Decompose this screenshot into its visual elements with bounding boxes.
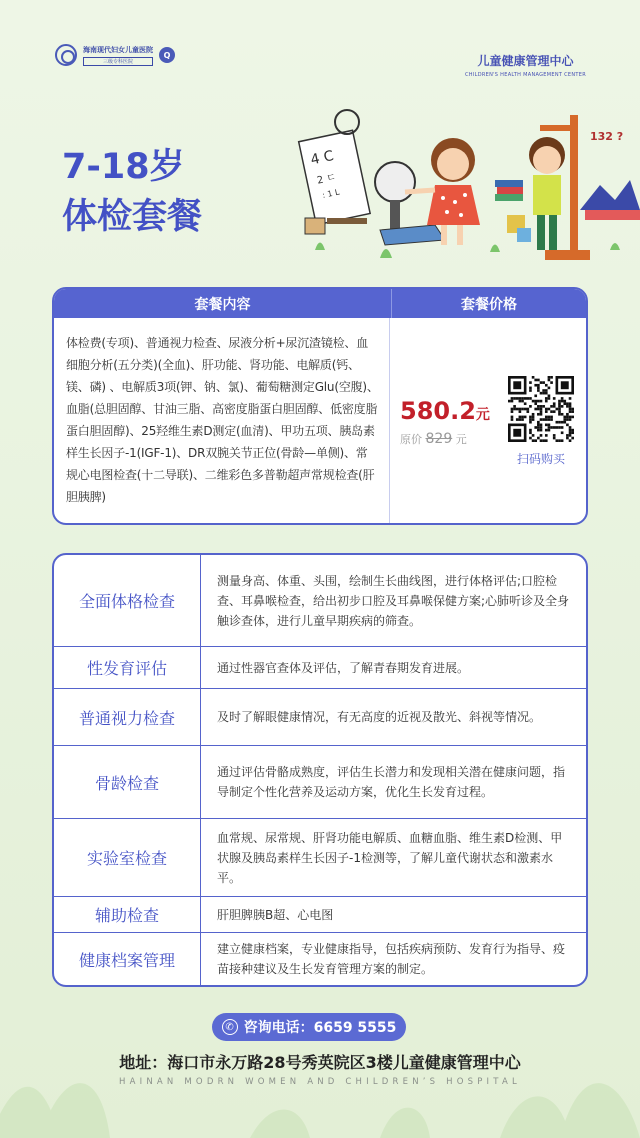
check-item-desc: 血常规、尿常规、肝肾功能电解质、血糖血脂、维生素D检测、甲状腺及胰岛素样生长因子-1检测等，了解儿童代谢状态和激素水平。	[217, 830, 563, 885]
hospital-address: 地址：海口市永万路28号秀英院区3楼儿童健康管理中心	[119, 1053, 521, 1072]
check-item-name: 辅助检查	[54, 897, 201, 932]
check-items-table	[52, 553, 588, 987]
title-age: 7-18岁	[62, 147, 185, 187]
price-current	[400, 397, 492, 425]
table-row	[54, 689, 586, 746]
qr-label: 扫码购买	[516, 452, 565, 466]
check-item-desc: 通过性器官查体及评估，了解青春期发育进展。	[217, 660, 470, 675]
qr-code-icon[interactable]	[508, 376, 574, 442]
package-card	[52, 287, 588, 525]
table-row	[54, 746, 586, 819]
table-row	[54, 647, 586, 689]
center-title-en: CHILDREN'S HEALTH MANAGEMENT CENTER	[465, 72, 586, 78]
price-box	[396, 397, 492, 447]
consult-phone-text: 咨询电话：6659 5555	[243, 1020, 397, 1036]
table-row	[54, 819, 586, 897]
children-checkup-illustration	[285, 100, 640, 280]
books-icon	[495, 180, 531, 242]
package-content-text: 体检费(专项)、普通视力检查、尿液分析+尿沉渣镜检、血细胞分析(五分类)(全血)、肝功能、肾功能、电解质(钙、镁、磷) 、电解质3项(钾、钠、氯)、葡萄糖测定Glu(空腹)、血脂(总胆固醇、甘油三脂、高密度脂蛋白胆固醇、低密度脂蛋白胆固醇)、25羟维生素D测定(血清)、甲功五项、胰岛素样生长因子-1(IGF-1)、DR双腕关节正位(骨龄—单侧)、常规心电图检查(十二导联)、二维彩色多普勒超声常规检查(肝胆胰脾)	[54, 318, 390, 525]
price-original-label: 原价	[400, 432, 422, 446]
hospital-logo	[55, 44, 175, 66]
svg-text:2 ㄷ: 2 ㄷ	[316, 171, 338, 187]
price-current-unit: 元	[475, 406, 490, 423]
package-content-heading: 套餐内容	[54, 289, 392, 318]
check-item-desc: 通过评估骨骼成熟度，评估生长潜力和发现相关潜在健康问题，指导制定个性化营养及运动方案，优化生长发育过程。	[217, 765, 566, 799]
svg-text:4 C: 4 C	[309, 148, 336, 169]
quality-badge-icon: Q	[159, 47, 175, 63]
title-package: 体检套餐	[62, 197, 203, 237]
thought-bubble-text: 132 ?	[590, 130, 624, 143]
check-item-desc: 及时了解眼健康情况，有无高度的近视及散光、斜视等情况。	[217, 710, 542, 724]
qr-purchase[interactable]	[496, 376, 586, 467]
center-title	[465, 52, 586, 78]
check-item-name: 实验室检查	[54, 819, 201, 896]
table-row	[54, 897, 586, 933]
check-item-name: 性发育评估	[54, 647, 201, 688]
table-row	[54, 555, 586, 647]
check-item-name: 骨龄检查	[54, 746, 201, 818]
hospital-emblem-icon	[55, 44, 77, 66]
logo-name: 海南现代妇女儿童医院	[83, 45, 153, 54]
package-price-heading: 套餐价格	[461, 296, 517, 313]
check-item-desc: 肝胆脾胰B超、心电图	[217, 907, 334, 922]
package-header	[54, 289, 586, 318]
check-item-desc: 测量身高、体重、头围，绘制生长曲线图，进行体格评估;口腔检查、耳鼻喉检查，给出初步口腔及耳鼻喉保健方案;心肺听诊及全身触诊查体，进行儿童早期疾病的筛查。	[217, 573, 570, 628]
page-title	[62, 142, 202, 242]
mountain-decoration-icon	[580, 180, 640, 220]
eye-chart-icon	[299, 110, 370, 234]
svg-text:: 1 L: : 1 L	[321, 187, 341, 200]
check-item-desc: 建立健康档案，专业健康指导，包括疾病预防、发育行为指导、疫苗接种建议及生长发育管理方案的制定。	[217, 942, 566, 976]
price-current-value: 580.2	[400, 396, 476, 425]
logo-sub: 三级专科医院	[83, 57, 153, 66]
hospital-english-name: HAINAN MODRN WOMEN AND CHILDREN’S HOSPITAL	[119, 1077, 521, 1087]
check-item-name: 全面体格检查	[54, 555, 201, 646]
price-original-value: 829	[425, 430, 453, 447]
package-price-area	[390, 318, 586, 525]
check-item-name: 健康档案管理	[54, 933, 201, 985]
consult-phone-button[interactable]	[212, 1013, 406, 1041]
center-title-cn: 儿童健康管理中心	[477, 54, 574, 68]
table-row	[54, 933, 586, 985]
boy-character-icon	[529, 137, 565, 250]
price-original-unit: 元	[455, 432, 467, 446]
phone-icon: ✆	[222, 1019, 238, 1035]
price-original	[400, 431, 492, 447]
check-item-name: 普通视力检查	[54, 689, 201, 745]
